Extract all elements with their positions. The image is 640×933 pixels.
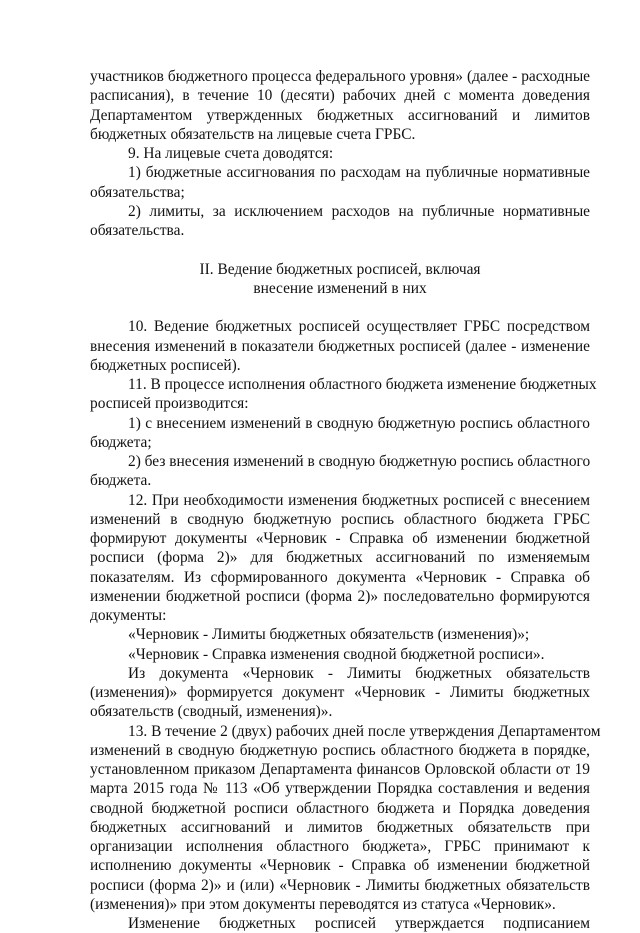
text-line: «Черновик - Справка изменения сводной бюджетной росписи». [128, 645, 545, 663]
text-line: (изменения)» при этом документы переводятся из статуса «Черновик». [90, 895, 556, 913]
text-line: сводной бюджетной росписи областного бюджета и Порядка доведения [90, 799, 590, 817]
text-line: 9. На лицевые счета доводятся: [128, 145, 334, 162]
text-line: показателям. Из сформированного документа «Черновик - Справка об [90, 568, 590, 586]
text-line: марта 2015 года № 113 «Об утверждении Порядка составления и ведения [90, 780, 590, 798]
text-line: бюджетных обязательств на лицевые счета ГРБС. [90, 125, 416, 143]
text-line: 10. Ведение бюджетных росписей осуществляет ГРБС посредством [128, 318, 590, 336]
text-line: изменений в сводную бюджетную роспись областного бюджета ГРБС [90, 510, 590, 528]
text-line: бюджетных росписей). [90, 356, 241, 374]
text-line: росписи (форма 2)» и (или) «Черновик - Лимиты бюджетных обязательств [90, 876, 590, 894]
text-line: формируют документы «Черновик - Справка об изменении бюджетной [90, 530, 590, 547]
text-line: изменений в сводную бюджетную роспись областного бюджета в порядке, [90, 741, 590, 759]
text-line: организации исполнения областного бюджета», ГРБС принимают к [90, 838, 590, 855]
text-line: исполнению документы «Черновик - Справка об изменении бюджетной [90, 857, 590, 875]
text-line: расписания), в течение 10 (десяти) рабочих дней с момента доведения [90, 87, 590, 105]
blank-line [90, 299, 590, 317]
text-line: участников бюджетного процесса федерального уровня» (далее - расходные [90, 68, 590, 85]
text-line: 11. В процессе исполнения областного бюджета изменение бюджетных [128, 376, 597, 393]
text-line: Департаментом утвержденных бюджетных ассигнований и лимитов [90, 106, 590, 124]
text-line: документы: [90, 607, 167, 624]
text-line: внесение изменений в них [253, 279, 427, 297]
text-line: Изменение бюджетных росписей утверждается подписанием [128, 915, 590, 932]
text-line: бюджета. [90, 472, 152, 490]
text-line: внесения изменений в показатели бюджетных росписей (далее - изменение [90, 337, 590, 355]
text-line: 1) бюджетные ассигнования по расходам на публичные нормативные [128, 164, 590, 182]
text-line: II. Ведение бюджетных росписей, включая [199, 260, 481, 278]
text-line: 1) с внесением изменений в сводную бюджетную роспись областного [128, 414, 590, 432]
text-line: «Черновик - Лимиты бюджетных обязательств (изменения)»; [128, 626, 530, 644]
text-line: (изменения)» формируется документ «Черновик - Лимиты бюджетных [90, 684, 590, 701]
blank-line [90, 241, 590, 259]
text-line: Из документа «Черновик - Лимиты бюджетных обязательств [128, 664, 590, 682]
text-line: 12. При необходимости изменения бюджетных росписей с внесением [128, 491, 590, 509]
text-line: бюджета; [90, 433, 152, 451]
text-line: росписей производится: [90, 395, 249, 413]
text-line: обязательства. [90, 222, 185, 239]
text-line: обязательств (сводный, изменения)». [90, 703, 333, 721]
text-line: изменении бюджетной росписи (форма 2)» последовательно формируются [90, 587, 590, 605]
text-line: установленном приказом Департамента финансов Орловской области от 19 [90, 761, 590, 778]
text-line: бюджетных ассигнований и лимитов бюджетных обязательств при [90, 818, 590, 836]
text-line: 2) без внесения изменений в сводную бюджетную роспись областного [128, 453, 591, 470]
text-line: 13. В течение 2 (двух) рабочих дней после утверждения Департаментом [128, 722, 601, 740]
text-line: обязательства; [90, 183, 185, 201]
text-line: 2) лимиты, за исключением расходов на публичные нормативные [128, 202, 590, 220]
text-line: росписи (форма 2)» для бюджетных ассигнований по изменяемым [90, 549, 590, 567]
